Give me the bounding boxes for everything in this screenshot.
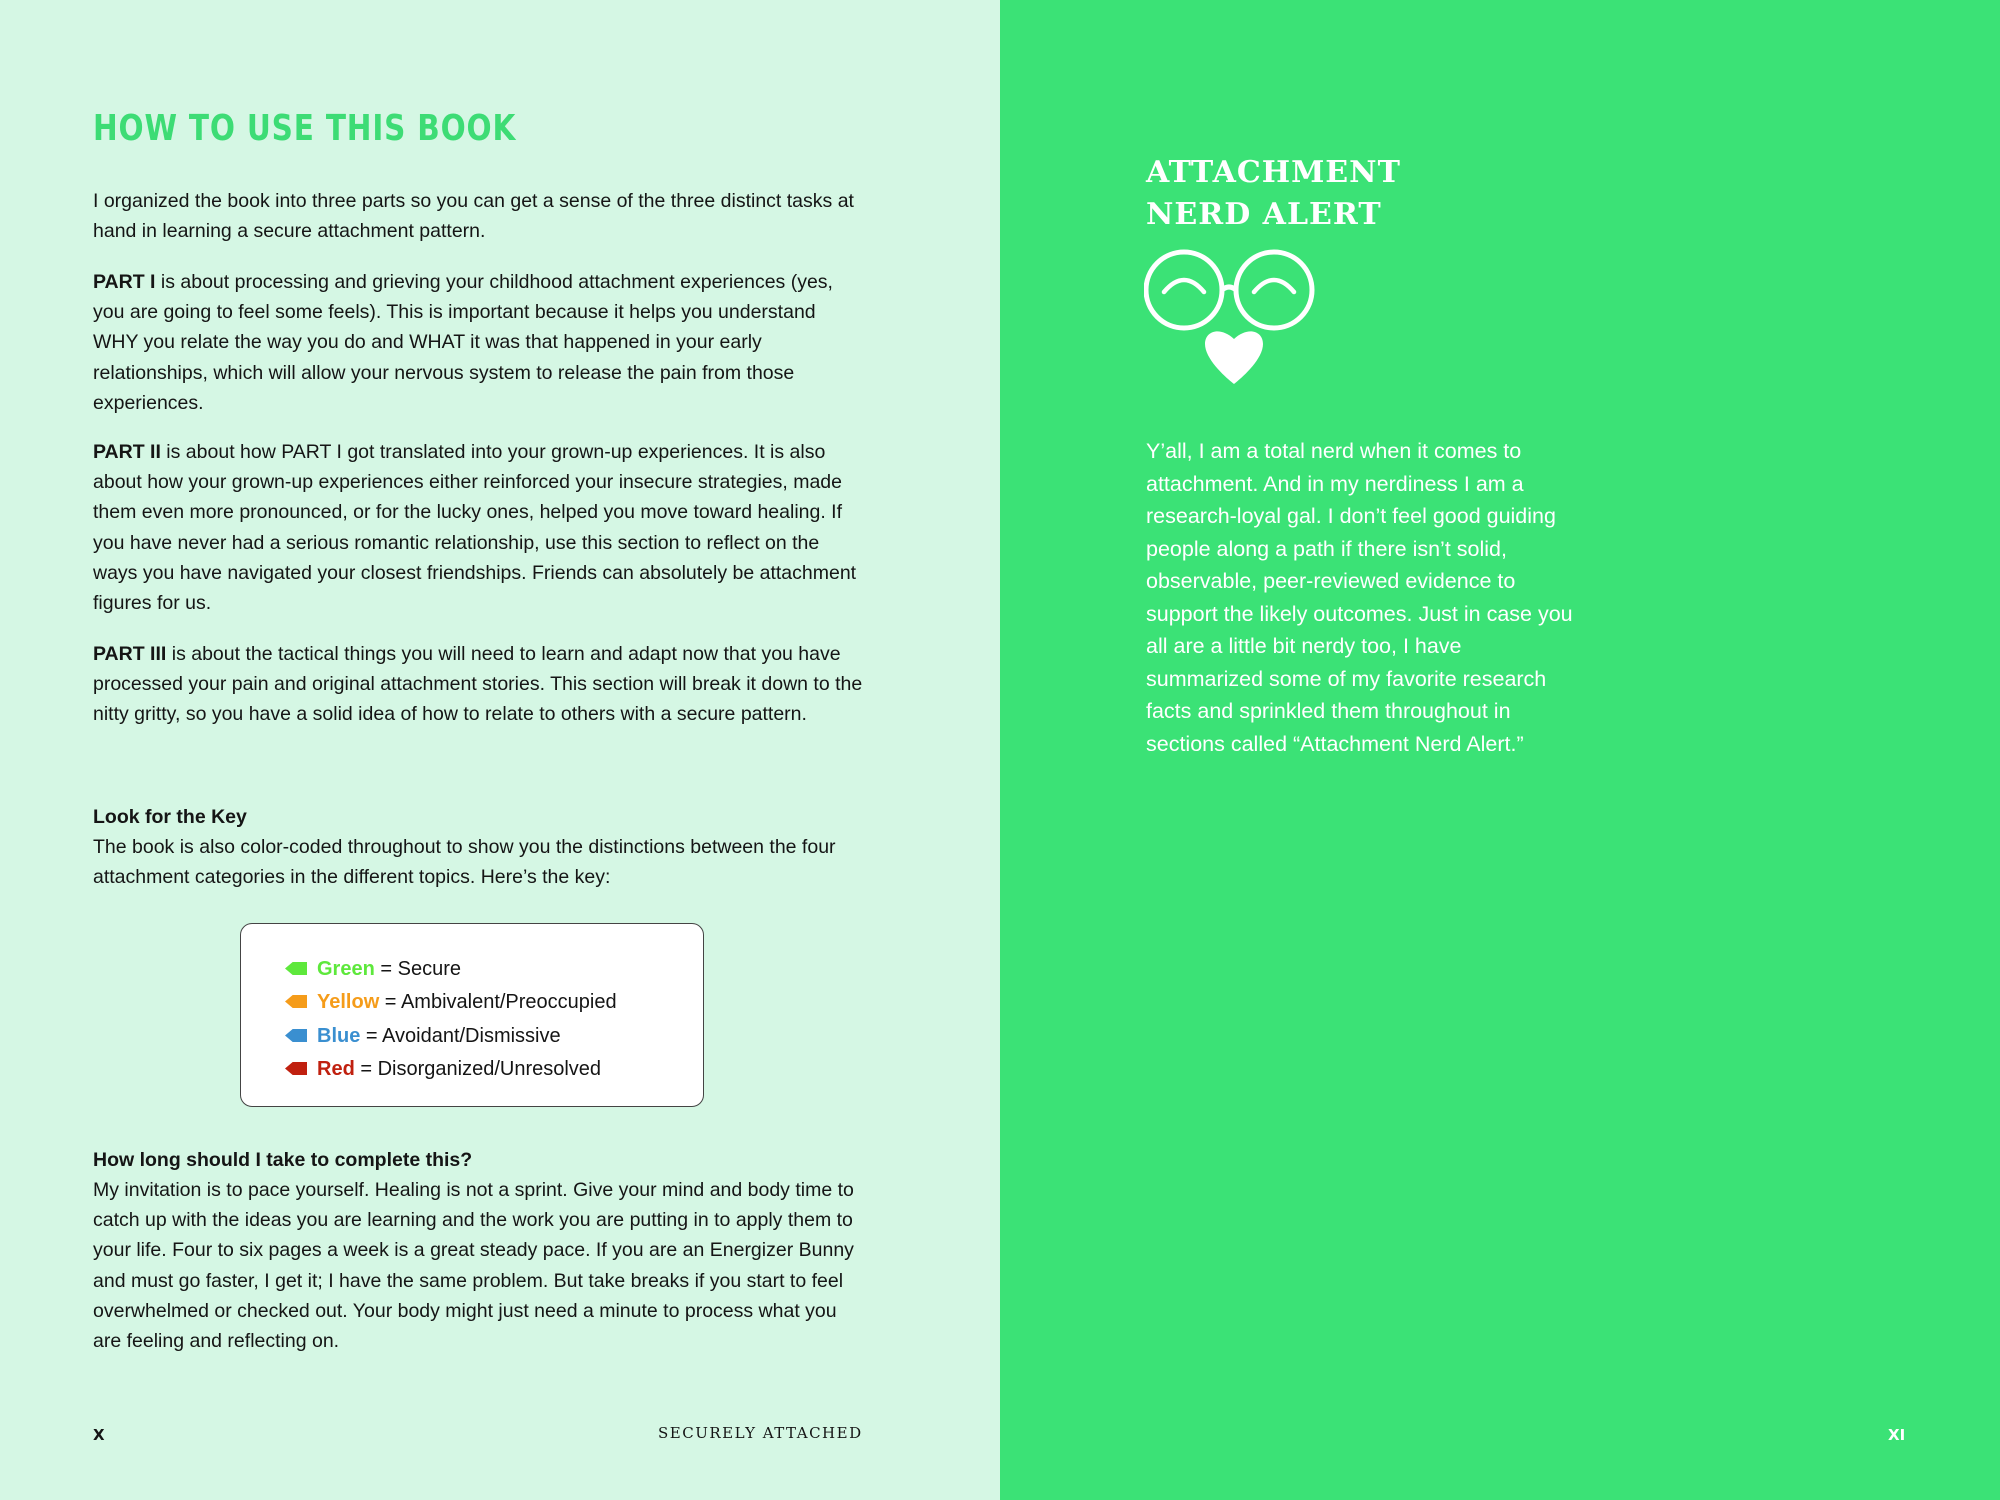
tag-icon bbox=[285, 995, 307, 1008]
key-meaning: = Disorganized/Unresolved bbox=[354, 1058, 602, 1080]
color-key-box bbox=[240, 923, 704, 1107]
part-three-text: is about the tactical things you will need to learn and adapt now that you have processed your pain and original attachment stories. This section will break it down to the nitty gritty, so you have a solid idea of how to relate to others with a secure pattern. bbox=[93, 643, 863, 726]
key-color-name: Yellow bbox=[317, 991, 380, 1013]
part-two-label: PART II bbox=[93, 441, 161, 463]
part-two-paragraph bbox=[93, 437, 863, 618]
page-number-right: XI bbox=[1888, 1426, 1906, 1444]
part-one-paragraph bbox=[93, 267, 863, 418]
key-intro-paragraph: The book is also color-coded throughout to show you the distinctions between the four attachment categories in the different topics. Here’s the key: bbox=[93, 836, 836, 889]
key-subheading: Look for the Key bbox=[93, 806, 247, 828]
nerd-alert-title-line2: NERD ALERT bbox=[1146, 197, 1382, 232]
duration-subheading: How long should I take to complete this? bbox=[93, 1149, 473, 1171]
nerd-alert-title-line1: ATTACHMENT bbox=[1146, 155, 1401, 190]
part-one-label: PART I bbox=[93, 271, 156, 293]
part-three-label: PART III bbox=[93, 643, 167, 665]
key-color-name: Blue bbox=[317, 1025, 361, 1047]
tag-icon bbox=[285, 1029, 307, 1042]
key-row-blue bbox=[285, 1023, 561, 1049]
nerd-alert-title bbox=[1146, 152, 1401, 236]
key-meaning: = Ambivalent/Preoccupied bbox=[379, 991, 617, 1013]
page-heading: HOW TO USE THIS BOOK bbox=[93, 108, 517, 149]
running-title: SECURELY ATTACHED bbox=[658, 1424, 863, 1442]
key-color-name: Green bbox=[317, 958, 375, 980]
part-one-text: is about processing and grieving your childhood attachment experiences (yes, you are going to feel some feels). This is important because it helps you understand WHY you relate the way you do and WHAT it was that happened in your early relationships, which will allow your nervous system to release the pain from those experiences. bbox=[93, 271, 833, 414]
part-three-paragraph bbox=[93, 639, 863, 730]
tag-icon bbox=[285, 962, 307, 975]
nerd-glasses-heart-icon bbox=[1144, 248, 1324, 393]
nerd-alert-text: Y’all, I am a total nerd when it comes to attachment. And in my nerdiness I am a research-loyal gal. I don’t feel good guiding people along a path if there isn’t solid, observable, peer-reviewed evidence to support the likely outcomes. Just in case you all are a little bit nerdy too, I have summarized some of my favorite research facts and sprinkled them throughout in sections called “Attachment Nerd Alert.” bbox=[1146, 439, 1573, 756]
key-meaning: = Avoidant/Dismissive bbox=[360, 1025, 561, 1047]
tag-icon bbox=[285, 1062, 307, 1075]
key-row-yellow bbox=[285, 989, 617, 1015]
key-row-green bbox=[285, 956, 461, 982]
part-two-text: is about how PART I got translated into your grown-up experiences. It is also about how your grown-up experiences either reinforced your insecure strategies, made them even more pronounced, or for the lucky ones, helped you move toward healing. If you have never had a serious romantic relationship, use this section to reflect on the ways you have navigated your closest friendships. Friends can absolutely be attachment figures for us. bbox=[93, 441, 857, 615]
intro-paragraph: I organized the book into three parts so you can get a sense of the three distinct tasks at hand in learning a secure attachment pattern. bbox=[93, 190, 854, 243]
duration-paragraph: My invitation is to pace yourself. Healing is not a sprint. Give your mind and body time to catch up with the ideas you are learning and the work you are putting in to apply them to your life. Four to six pages a week is a great steady pace. If you are an Energizer Bunny and must go faster, I get it; I have the same problem. But take breaks if you start to feel overwhelmed or checked out. Your body might just need a minute to process what you are feeling and reflecting on. bbox=[93, 1179, 854, 1353]
key-row-red bbox=[285, 1056, 601, 1082]
key-color-name: Red bbox=[317, 1058, 355, 1080]
key-meaning: = Secure bbox=[374, 958, 461, 980]
page-number-left: X bbox=[93, 1426, 105, 1444]
